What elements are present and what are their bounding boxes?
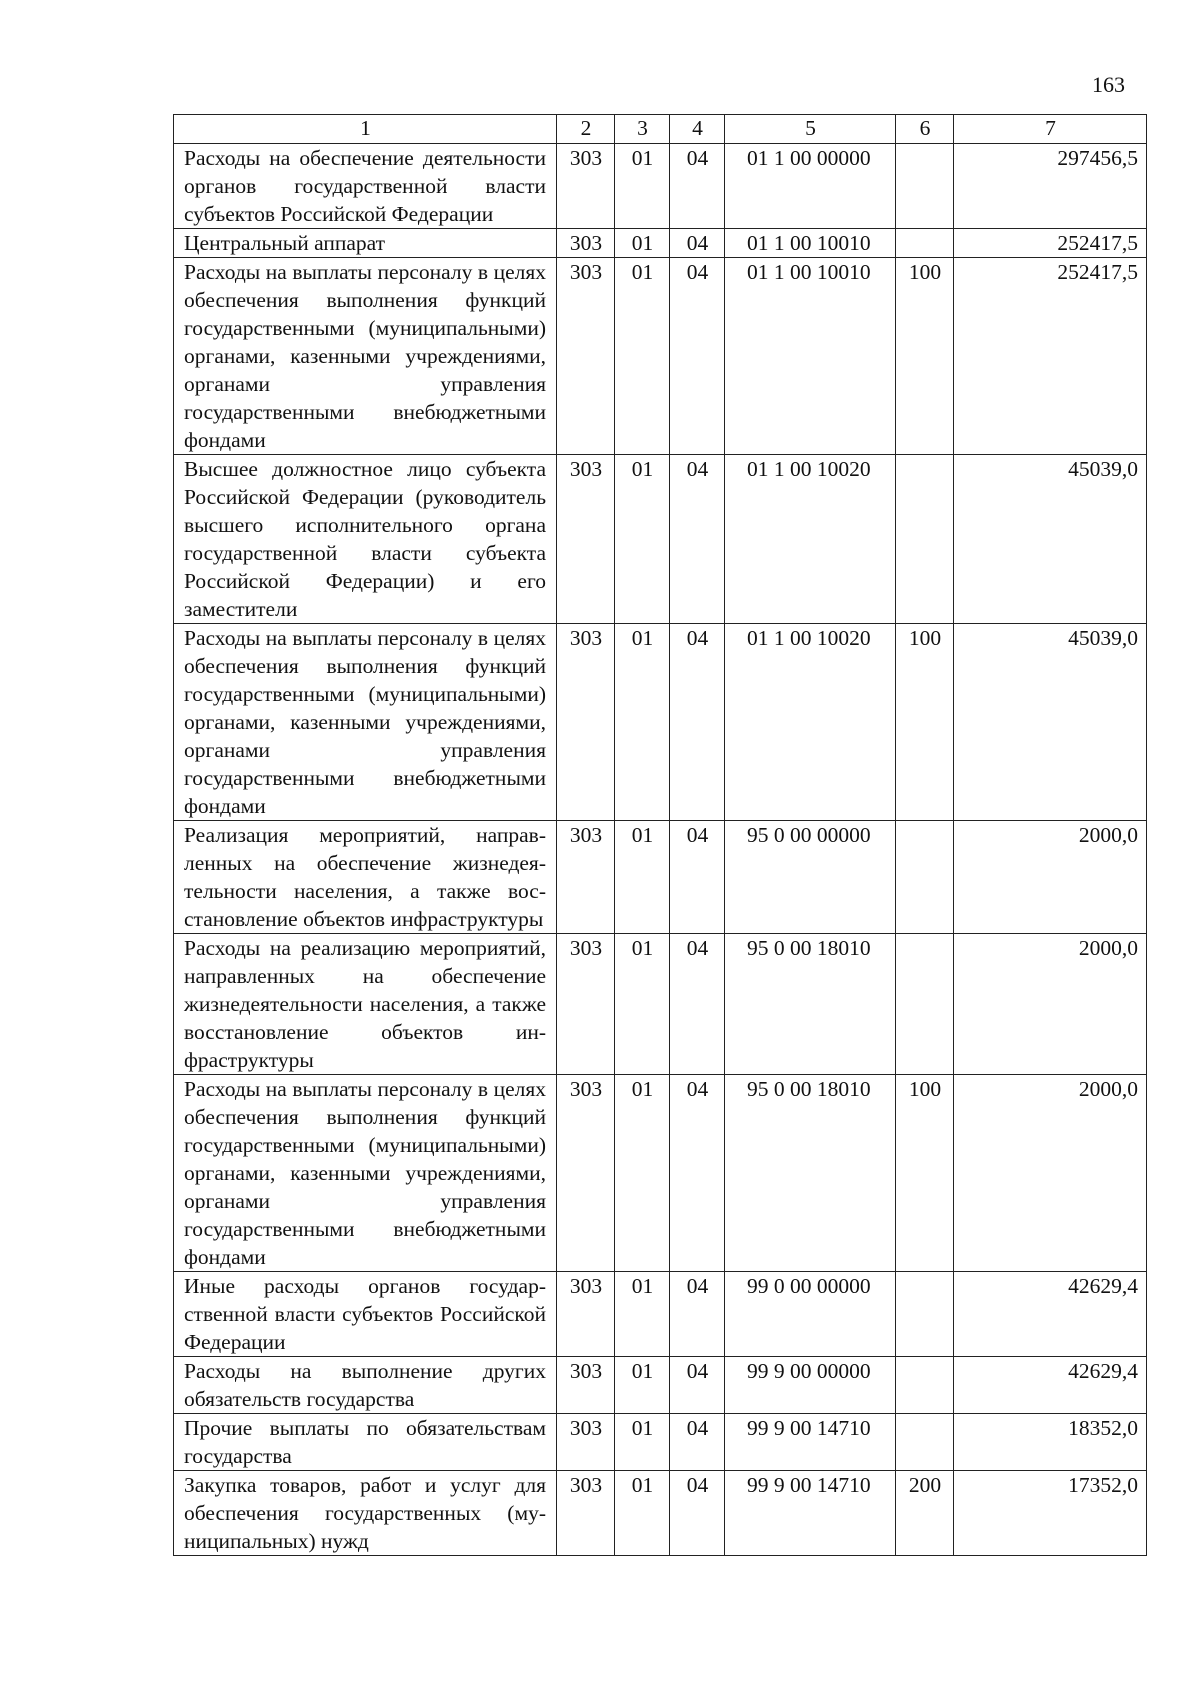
row-col-4: 04	[670, 1357, 725, 1414]
row-col-2: 303	[557, 821, 615, 934]
header-col-6: 6	[896, 115, 954, 144]
row-col-4: 04	[670, 455, 725, 624]
row-col-3: 01	[615, 1075, 670, 1272]
row-col-2: 303	[557, 1357, 615, 1414]
row-col-6	[896, 1272, 954, 1357]
row-col-5: 99 9 00 14710	[725, 1471, 896, 1556]
row-col-3: 01	[615, 624, 670, 821]
row-col-7: 252417,5	[954, 258, 1147, 455]
row-col-5: 01 1 00 00000	[725, 144, 896, 229]
row-col-3: 01	[615, 455, 670, 624]
table-row	[174, 1357, 1147, 1414]
row-col-4: 04	[670, 1414, 725, 1471]
row-col-3: 01	[615, 934, 670, 1075]
row-col-4: 04	[670, 1272, 725, 1357]
header-col-1: 1	[174, 115, 557, 144]
row-col-6	[896, 1357, 954, 1414]
row-col-5: 95 0 00 00000	[725, 821, 896, 934]
row-name: Закупка товаров, работ и услуг для обеспечения государственных (муниципальных) нужд	[174, 1471, 557, 1556]
header-col-2: 2	[557, 115, 615, 144]
table-row	[174, 229, 1147, 258]
row-col-2: 303	[557, 1414, 615, 1471]
table-row	[174, 455, 1147, 624]
row-col-7: 18352,0	[954, 1414, 1147, 1471]
row-name: Реализация мероприятий, направленных на обеспечение жизнедеятельности населения, а также восстановление объектов инфраструктуры	[174, 821, 557, 934]
row-col-5: 95 0 00 18010	[725, 1075, 896, 1272]
row-col-4: 04	[670, 229, 725, 258]
table-row	[174, 1272, 1147, 1357]
row-name: Центральный аппарат	[174, 229, 557, 258]
row-col-5: 95 0 00 18010	[725, 934, 896, 1075]
header-col-3: 3	[615, 115, 670, 144]
table-row	[174, 1471, 1147, 1556]
row-name: Расходы на реализацию мероприятий, направленных на обеспечение жизнедеятельности населения, а также восстановление объектов инфраструктуры	[174, 934, 557, 1075]
row-col-4: 04	[670, 821, 725, 934]
row-col-7: 252417,5	[954, 229, 1147, 258]
table-body	[174, 144, 1147, 1556]
row-col-7: 45039,0	[954, 624, 1147, 821]
row-col-6: 100	[896, 1075, 954, 1272]
row-col-7: 42629,4	[954, 1272, 1147, 1357]
row-col-3: 01	[615, 821, 670, 934]
table-row	[174, 258, 1147, 455]
table-row	[174, 934, 1147, 1075]
row-col-2: 303	[557, 624, 615, 821]
row-col-3: 01	[615, 1357, 670, 1414]
row-col-2: 303	[557, 455, 615, 624]
row-col-5: 99 9 00 00000	[725, 1357, 896, 1414]
row-col-6	[896, 821, 954, 934]
budget-table	[173, 114, 1147, 1556]
row-col-4: 04	[670, 1075, 725, 1272]
row-col-2: 303	[557, 1075, 615, 1272]
row-col-2: 303	[557, 144, 615, 229]
row-col-2: 303	[557, 1272, 615, 1357]
row-col-7: 2000,0	[954, 1075, 1147, 1272]
row-col-3: 01	[615, 258, 670, 455]
row-col-4: 04	[670, 934, 725, 1075]
row-col-4: 04	[670, 144, 725, 229]
row-col-2: 303	[557, 229, 615, 258]
table-row	[174, 1414, 1147, 1471]
row-name: Расходы на обеспечение деятельности органов государственной власти субъектов Российской Федерации	[174, 144, 557, 229]
row-col-3: 01	[615, 229, 670, 258]
header-row	[174, 115, 1147, 144]
row-col-3: 01	[615, 1471, 670, 1556]
row-name: Расходы на выполнение других обязательств государства	[174, 1357, 557, 1414]
row-col-5: 01 1 00 10020	[725, 455, 896, 624]
row-col-2: 303	[557, 258, 615, 455]
row-col-7: 45039,0	[954, 455, 1147, 624]
row-col-7: 2000,0	[954, 821, 1147, 934]
row-col-6	[896, 1414, 954, 1471]
table-row	[174, 144, 1147, 229]
page-number: 163	[1092, 72, 1125, 97]
row-name: Расходы на выплаты персоналу в целях обеспечения выполнения функций государственными (муниципальными) органами, казенными учреждениями, органами управления государственными внебюджетными фондами	[174, 258, 557, 455]
row-col-7: 17352,0	[954, 1471, 1147, 1556]
row-col-6	[896, 455, 954, 624]
row-col-4: 04	[670, 1471, 725, 1556]
row-name: Иные расходы органов государственной власти субъектов Российской Федерации	[174, 1272, 557, 1357]
header-col-4: 4	[670, 115, 725, 144]
row-col-5: 01 1 00 10020	[725, 624, 896, 821]
row-col-6	[896, 144, 954, 229]
header-col-5: 5	[725, 115, 896, 144]
row-col-6	[896, 934, 954, 1075]
row-col-6: 100	[896, 258, 954, 455]
row-col-6: 100	[896, 624, 954, 821]
row-col-5: 99 0 00 00000	[725, 1272, 896, 1357]
row-col-3: 01	[615, 144, 670, 229]
row-col-3: 01	[615, 1272, 670, 1357]
table-header	[174, 115, 1147, 144]
row-col-6: 200	[896, 1471, 954, 1556]
row-col-5: 99 9 00 14710	[725, 1414, 896, 1471]
table-row	[174, 624, 1147, 821]
row-col-2: 303	[557, 934, 615, 1075]
row-col-6	[896, 229, 954, 258]
row-name: Прочие выплаты по обязательствам государства	[174, 1414, 557, 1471]
row-col-3: 01	[615, 1414, 670, 1471]
table-row	[174, 1075, 1147, 1272]
header-col-7: 7	[954, 115, 1147, 144]
row-col-7: 42629,4	[954, 1357, 1147, 1414]
row-col-2: 303	[557, 1471, 615, 1556]
row-col-4: 04	[670, 624, 725, 821]
row-col-5: 01 1 00 10010	[725, 258, 896, 455]
row-name: Расходы на выплаты персоналу в целях обеспечения выполнения функций государственными (муниципальными) органами, казенными учреждениями, органами управления государственными внебюджетными фондами	[174, 624, 557, 821]
row-col-7: 297456,5	[954, 144, 1147, 229]
row-name: Высшее должностное лицо субъекта Российской Федерации (руководитель высшего исполнительного органа государственной власти субъекта Российской Федерации) и его заместители	[174, 455, 557, 624]
row-name: Расходы на выплаты персоналу в целях обеспечения выполнения функций государственными (муниципальными) органами, казенными учреждениями, органами управления государственными внебюджетными фондами	[174, 1075, 557, 1272]
table-row	[174, 821, 1147, 934]
row-col-7: 2000,0	[954, 934, 1147, 1075]
row-col-5: 01 1 00 10010	[725, 229, 896, 258]
row-col-4: 04	[670, 258, 725, 455]
